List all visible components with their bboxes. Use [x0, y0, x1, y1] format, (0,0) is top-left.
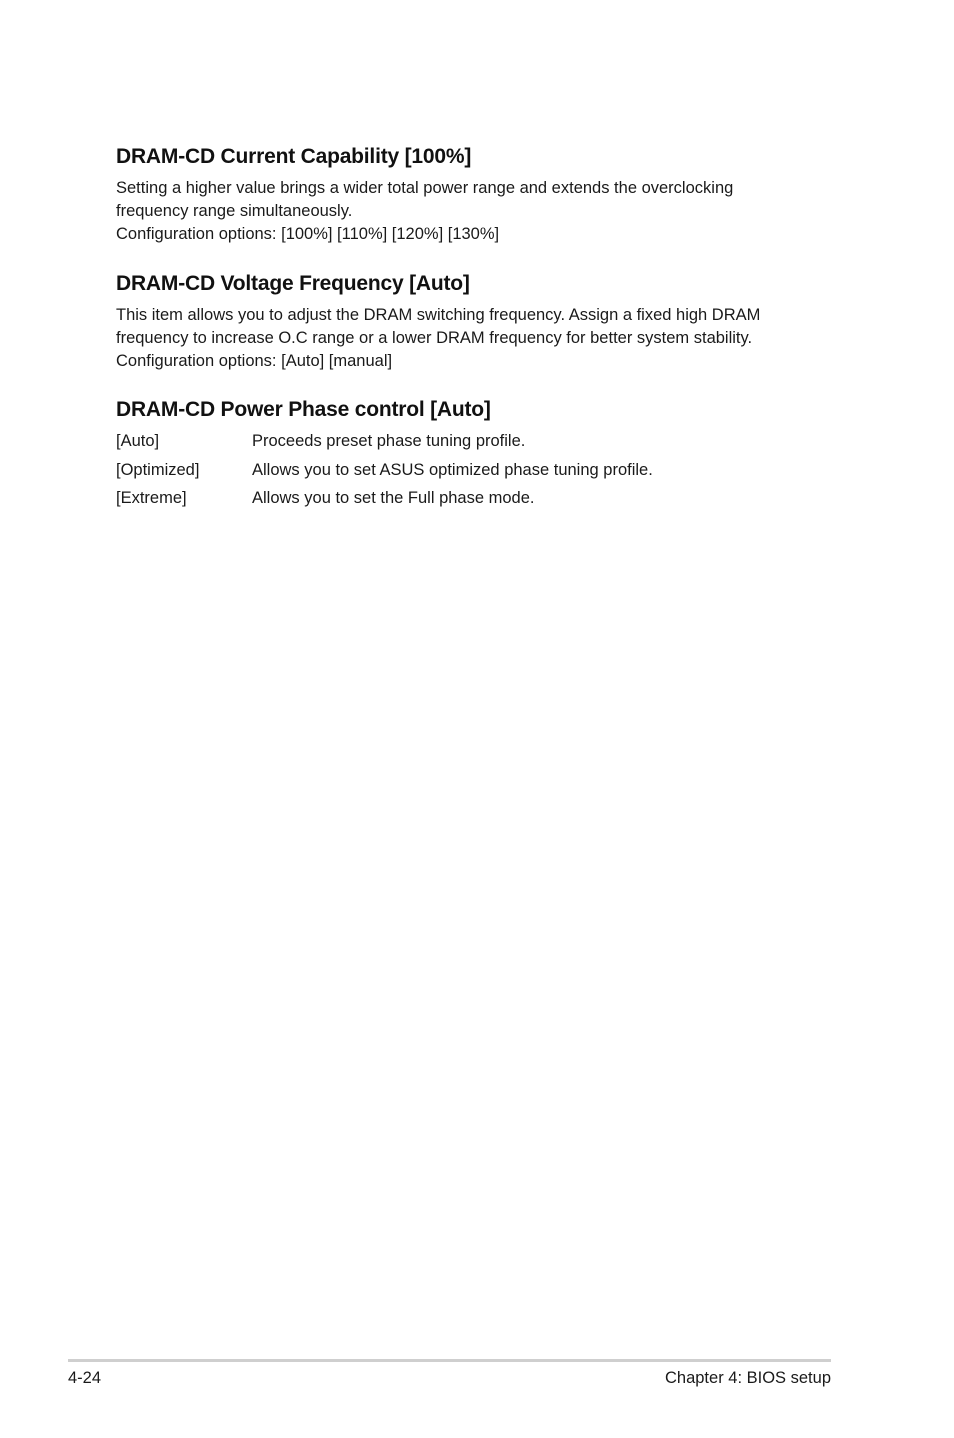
option-row [116, 487, 836, 510]
option-key: [Auto] [116, 432, 160, 450]
chapter-title: Chapter 4: BIOS setup [664, 1369, 831, 1387]
option-key: [Extreme] [116, 489, 187, 507]
configuration-options: Configuration options: [Auto] [manual] [116, 352, 393, 370]
page-number: 4-24 [68, 1369, 102, 1387]
document-body [116, 143, 836, 534]
option-list [116, 430, 836, 510]
section-power-phase-control [116, 396, 836, 510]
option-row [116, 430, 836, 453]
paragraph-line: frequency to increase O.C range or a lower DRAM frequency for better system stability. [116, 329, 753, 347]
paragraph-line: frequency range simultaneously. [116, 202, 353, 220]
paragraph-line: This item allows you to adjust the DRAM switching frequency. Assign a fixed high DRAM [116, 306, 761, 324]
option-description: Allows you to set the Full phase mode. [252, 489, 535, 507]
paragraph-line: Setting a higher value brings a wider total power range and extends the overclocking [116, 179, 734, 197]
option-description: Proceeds preset phase tuning profile. [252, 432, 526, 450]
configuration-options: Configuration options: [100%] [110%] [120%] [130%] [116, 225, 500, 243]
section-voltage-frequency [116, 270, 836, 373]
option-key: [Optimized] [116, 460, 200, 479]
option-row [116, 459, 836, 482]
section-heading: DRAM-CD Power Phase control [Auto] [116, 398, 491, 421]
footer-divider [68, 1359, 831, 1362]
section-heading: DRAM-CD Current Capability [100%] [116, 145, 472, 168]
section-current-capability [116, 143, 836, 246]
section-heading: DRAM-CD Voltage Frequency [Auto] [116, 272, 470, 295]
option-description: Allows you to set ASUS optimized phase tuning profile. [252, 460, 653, 479]
